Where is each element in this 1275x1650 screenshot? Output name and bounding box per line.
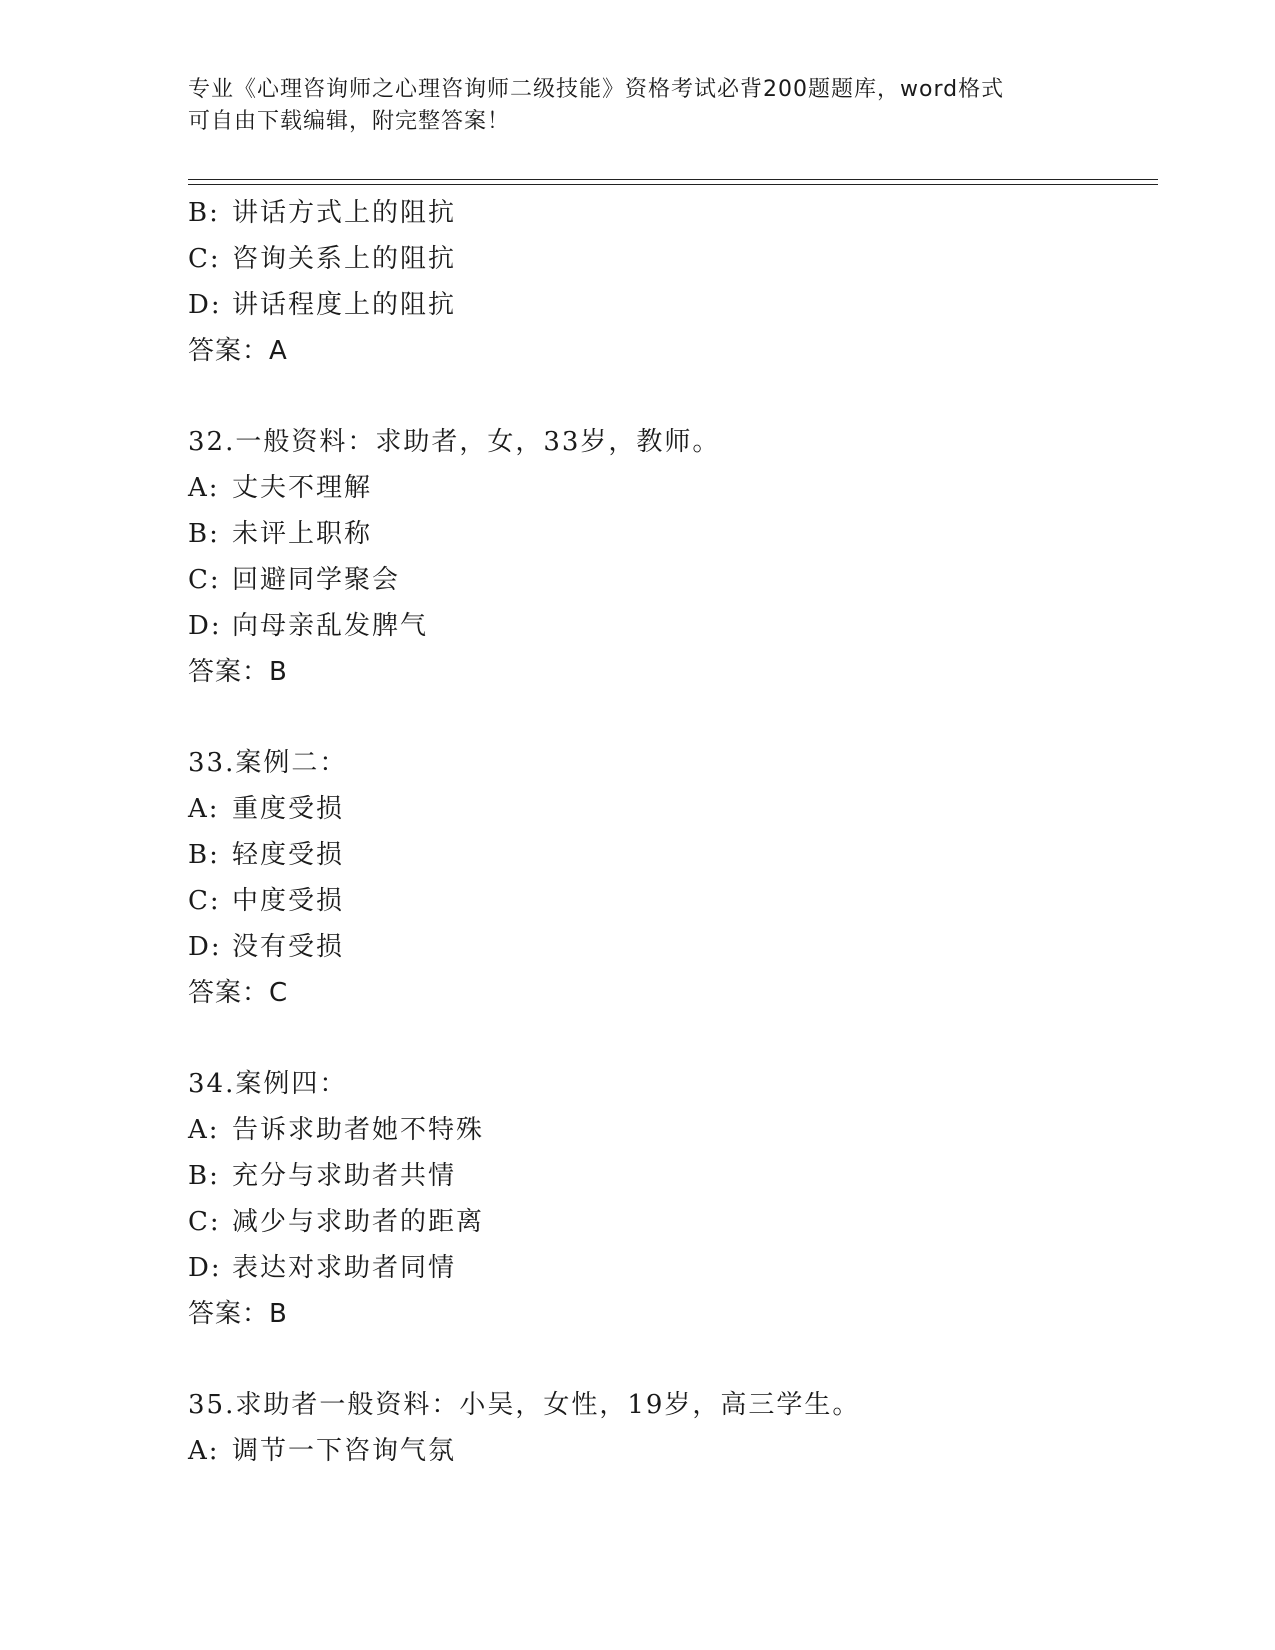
header-line-2: 可自由下载编辑，附完整答案！ (188, 109, 511, 134)
option-key: D: (188, 1253, 222, 1283)
option-line (188, 1107, 1158, 1153)
option-line (188, 1245, 1158, 1291)
option-key: D: (188, 290, 222, 320)
option-key: B: (188, 519, 220, 549)
option-line (188, 603, 1158, 649)
document-header (188, 74, 1088, 138)
option-line (188, 1153, 1158, 1199)
option-text: 向母亲乱发脾气 (232, 611, 429, 641)
option-key: D: (188, 932, 222, 962)
option-line (188, 511, 1158, 557)
option-line (188, 1199, 1158, 1245)
option-text: 未评上职称 (232, 519, 373, 549)
option-text: 回避同学聚会 (232, 565, 401, 595)
option-text: 减少与求助者的距离 (232, 1207, 485, 1237)
answer-line: 答案：B (188, 1299, 288, 1329)
question-stem: 33.案例二： (188, 748, 348, 778)
question-block (188, 419, 1158, 695)
option-key: C: (188, 565, 221, 595)
option-key: C: (188, 1207, 221, 1237)
option-text: 没有受损 (232, 932, 345, 962)
block-spacer (188, 1337, 1158, 1382)
option-text: 讲话方式上的阻抗 (232, 198, 457, 228)
option-key: A: (188, 1436, 220, 1466)
question-list (188, 190, 1158, 1474)
option-line (188, 282, 1158, 328)
block-spacer (188, 695, 1158, 740)
option-line (188, 924, 1158, 970)
header-rule-top (188, 179, 1158, 180)
header-line-1: 专业《心理咨询师之心理咨询师二级技能》资格考试必背200题题库，word格式 (188, 77, 1005, 102)
option-key: A: (188, 1115, 220, 1145)
block-spacer (188, 374, 1158, 419)
header-rule-bottom (188, 184, 1158, 185)
option-text: 中度受损 (232, 886, 345, 916)
option-key: B: (188, 840, 220, 870)
question-block (188, 1382, 1158, 1474)
option-key: C: (188, 244, 221, 274)
question-block (188, 740, 1158, 1016)
answer-line: 答案：C (188, 978, 289, 1008)
block-spacer (188, 1016, 1158, 1061)
option-line (188, 465, 1158, 511)
option-line (188, 786, 1158, 832)
option-key: B: (188, 198, 220, 228)
option-text: 表达对求助者同情 (232, 1253, 457, 1283)
option-text: 调节一下咨询气氛 (232, 1436, 457, 1466)
question-block (188, 1061, 1158, 1337)
option-text: 丈夫不理解 (232, 473, 373, 503)
option-line (188, 557, 1158, 603)
option-text: 告诉求助者她不特殊 (232, 1115, 485, 1145)
option-line (188, 236, 1158, 282)
option-line (188, 878, 1158, 924)
option-text: 咨询关系上的阻抗 (232, 244, 457, 274)
option-key: C: (188, 886, 221, 916)
option-text: 轻度受损 (232, 840, 345, 870)
question-stem: 35.求助者一般资料：小吴，女性，19岁，高三学生。 (188, 1390, 861, 1420)
question-stem: 34.案例四： (188, 1069, 348, 1099)
option-key: D: (188, 611, 222, 641)
question-stem: 32.一般资料：求助者，女，33岁，教师。 (188, 427, 721, 457)
option-text: 重度受损 (232, 794, 345, 824)
option-line (188, 832, 1158, 878)
answer-line: 答案：B (188, 657, 288, 687)
option-key: A: (188, 794, 220, 824)
question-block (188, 190, 1158, 374)
answer-line: 答案：A (188, 336, 288, 366)
option-text: 讲话程度上的阻抗 (232, 290, 457, 320)
option-line (188, 190, 1158, 236)
option-text: 充分与求助者共情 (232, 1161, 457, 1191)
option-line (188, 1428, 1158, 1474)
option-key: B: (188, 1161, 220, 1191)
option-key: A: (188, 473, 220, 503)
